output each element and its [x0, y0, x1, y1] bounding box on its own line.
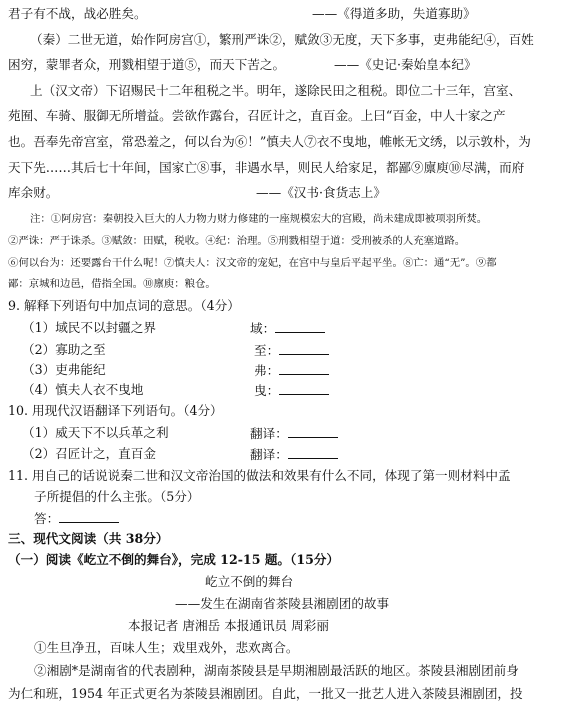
q9-item2-label: 至： — [254, 342, 329, 359]
section3-heading: 三、现代文阅读（共 38分） — [8, 531, 169, 546]
q10-answer2-blank[interactable] — [288, 446, 338, 459]
q9-answer1-blank[interactable] — [275, 320, 325, 333]
passage1-line: 君子有不战，战必胜矣。 — [8, 6, 147, 21]
article-para2-line1: ②湘剧*是湖南省的代表剧种，湖南茶陵县是早期湘剧最活跃的地区。茶陵县湘剧团前身 — [34, 663, 519, 678]
article-title: 屹立不倒的舞台 — [205, 574, 294, 589]
passage2-line2: 困穷，蒙罪者众，刑戮相望于道⑤，而天下苦之。 — [8, 57, 286, 72]
q11-line2: 子所提倡的什么主张。（5分） — [34, 489, 200, 504]
note-line4: 鄙：京城和边邑，借指全国。⑩廪庾：粮仓。 — [8, 278, 216, 290]
note-line3: ⑥何以台为：还要露台干什么呢！⑦慎夫人：汉文帝的宠妃，在宫中与皇后平起平坐。⑧亡：通“无”。⑨都 — [8, 257, 497, 269]
section3-subheading: （一）阅读《屹立不倒的舞台》，完成 12-15 题。（15分） — [8, 552, 340, 567]
article-byline: 本报记者 唐湘岳 本报通讯员 周彩丽 — [128, 618, 329, 633]
q11-answer-blank[interactable] — [59, 510, 119, 523]
q10-item2-label: 翻译： — [250, 446, 338, 463]
q9-answer2-blank[interactable] — [279, 342, 329, 355]
q10-item2: （2）召匠计之，直百金 — [22, 446, 156, 461]
q9-item1-label: 域： — [250, 320, 325, 337]
q9-title: 9. 解释下列语句中加点词的意思。（4分） — [8, 298, 240, 313]
note-line2: ②严诛：严于诛杀。③赋敛：田赋，税收。④纪：治理。⑤刑戮相望于道：受刑被杀的人充塞道路。 — [8, 235, 466, 247]
passage1-source: ——《得道多助，失道寡助》 — [312, 6, 476, 21]
note-line1: 注：①阿房宫：秦朝投入巨大的人力物力财力修建的一座规模宏大的宫殿，尚未建成即被项羽所焚。 — [30, 213, 488, 225]
passage3-line3: 也。吾奉先帝宫室，常恐羞之，何以台为⑥！”慎夫人⑦衣不曳地，帷帐无文绣，以示敦朴，为 — [8, 134, 531, 149]
q9-item1: （1）域民不以封疆之界 — [22, 320, 156, 335]
q11-answer-label: 答： — [34, 510, 119, 527]
passage3-line2: 苑囿、车骑、服御无所增益。尝欲作露台，召匠计之，直百金。上曰“百金，中人十家之产 — [8, 108, 506, 123]
q9-item3: （3）吏弗能纪 — [22, 362, 106, 377]
q10-item1-label: 翻译： — [250, 425, 338, 442]
q9-item4-label: 曳： — [254, 382, 329, 399]
article-subtitle: ——发生在湖南省茶陵县湘剧团的故事 — [175, 596, 390, 611]
article-para1: ①生旦净丑，百味人生；戏里戏外，悲欢离合。 — [34, 640, 299, 655]
article-para2-line2: 为仁和班，1954 年正式更名为茶陵县湘剧团。自此，一批又一批艺人进入茶陵县湘剧团，投 — [8, 686, 523, 701]
q9-item4: （4）慎夫人衣不曳地 — [22, 382, 144, 397]
passage2-source: ——《史记·秦始皇本纪》 — [334, 57, 477, 72]
passage3-line4: 天下先……其后七十年间，国家亡⑧事，非遇水旱，则民人给家足，都鄙⑨廪庾⑩尽满，而府 — [8, 160, 525, 175]
q11-line1: 11. 用自己的话说说秦二世和汉文帝治国的做法和效果有什么不同，体现了第一则材料中孟 — [8, 468, 511, 483]
q10-title: 10. 用现代汉语翻译下列语句。（4分） — [8, 403, 223, 418]
passage3-line1: 上（汉文帝）下诏赐民十二年租税之半。明年，遂除民田之租税。即位二十三年，宫室、 — [30, 83, 522, 98]
q9-answer4-blank[interactable] — [279, 382, 329, 395]
q9-item3-label: 弗： — [254, 362, 329, 379]
q9-item2: （2）寡助之至 — [22, 342, 106, 357]
q9-answer3-blank[interactable] — [279, 362, 329, 375]
passage2-line1: （秦）二世无道，始作阿房宫①，繁刑严诛②，赋敛③无度，天下多事，吏弗能纪④，百姓 — [30, 32, 534, 47]
q10-item1: （1）威天下不以兵革之利 — [22, 425, 169, 440]
passage3-source: ——《汉书·食货志上》 — [256, 185, 386, 200]
q10-answer1-blank[interactable] — [288, 425, 338, 438]
passage3-line5: 库余财。 — [8, 185, 59, 200]
